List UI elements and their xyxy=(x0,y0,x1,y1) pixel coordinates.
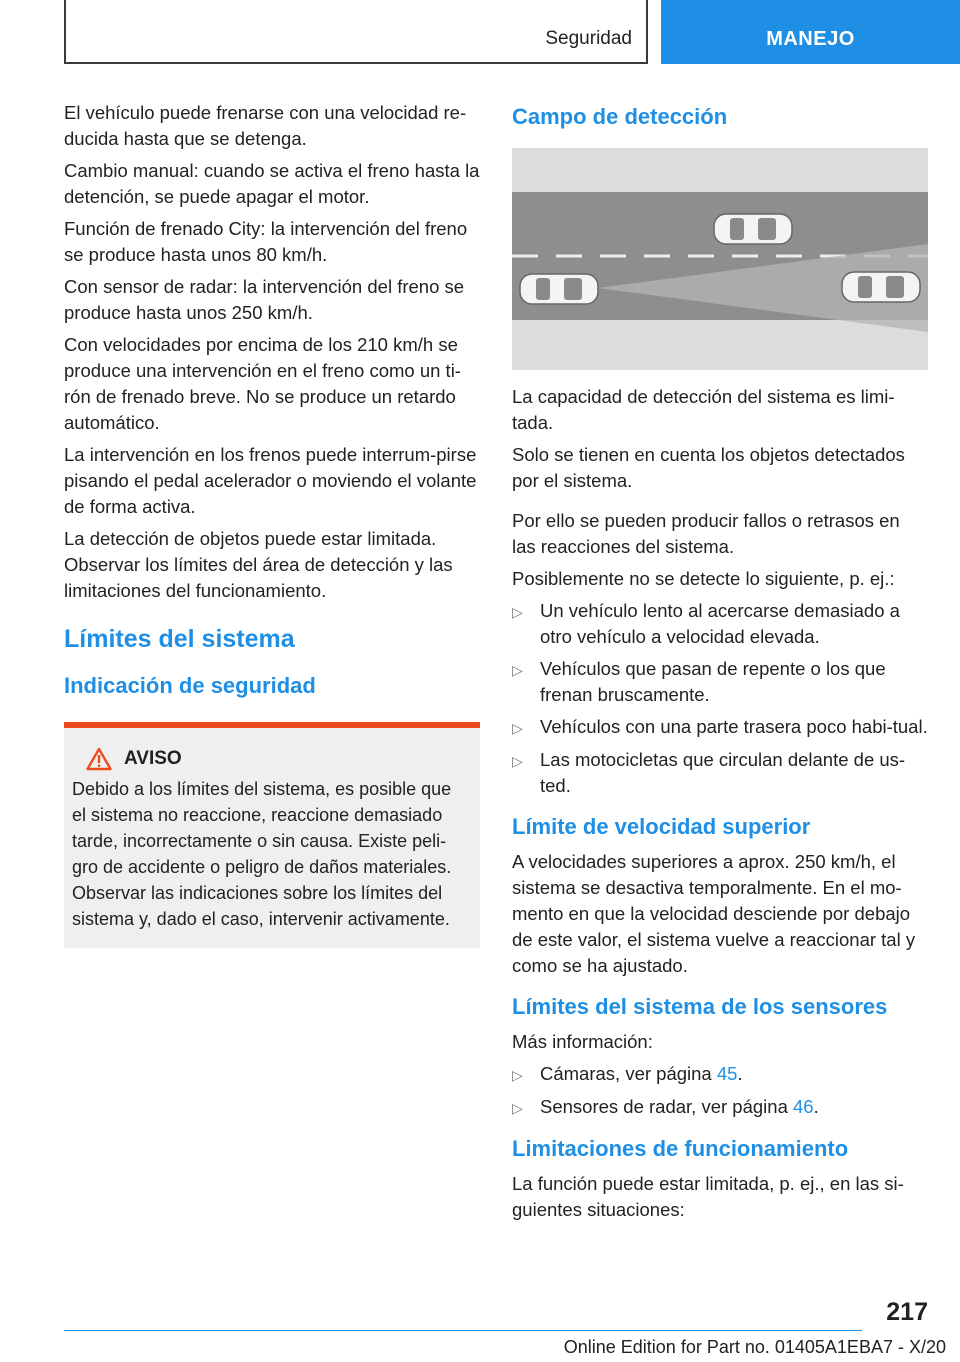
page-link-cameras[interactable]: 45 xyxy=(716,1063,738,1084)
left-column xyxy=(64,100,480,948)
list-item: ▷ Cámaras, ver página 45. xyxy=(512,1061,928,1088)
paragraph: La intervención en los frenos puede interrum-pirse pisando el pedal acelerador o moviendo el volante de forma activa. xyxy=(64,444,477,517)
bullet-triangle-icon: ▷ xyxy=(512,753,523,769)
bullet-triangle-icon: ▷ xyxy=(512,1100,523,1116)
footer-divider xyxy=(64,1330,862,1331)
heading-speed-limit: Límite de velocidad superior xyxy=(512,814,811,839)
bullet-triangle-icon: ▷ xyxy=(512,1067,523,1083)
sensor-references-list xyxy=(512,1061,928,1121)
heading-system-limits: Límites del sistema xyxy=(64,625,295,653)
warning-triangle-icon xyxy=(86,747,112,771)
detection-field-illustration xyxy=(512,148,928,370)
right-column xyxy=(512,100,928,1229)
page-number: 217 xyxy=(886,1298,928,1326)
paragraph: La detección de objetos puede estar limitada. Observar los límites del área de detección y las limitaciones del funcionamiento. xyxy=(64,528,453,601)
list-item: ▷ Vehículos con una parte trasera poco habi-tual. xyxy=(512,714,928,741)
paragraph: Posiblemente no se detecte lo siguiente, p. ej.: xyxy=(512,568,895,589)
page-link-radar[interactable]: 46 xyxy=(793,1096,814,1117)
paragraph: A velocidades superiores a aprox. 250 km/h, el sistema se desactiva temporalmente. En el mo-mento en que la velocidad desciende por debajo de este valor, el sistema vuelve a reaccionar tal y como se ha ajustado. xyxy=(512,851,916,976)
vehicle-other-lane-icon xyxy=(714,214,792,244)
header-box xyxy=(64,0,648,64)
footer-edition: Online Edition for Part no. 01405A1EBA7 - X/20 xyxy=(563,1337,946,1357)
heading-detection-field: Campo de detección xyxy=(512,104,728,129)
warning-title: AVISO xyxy=(124,748,182,769)
warning-text: Debido a los límites del sistema, es posible que el sistema no reaccione, reaccione demasiado tarde, incorrectamente o sin causa. Existe peli-gro de accidente o peligro de daños materiales. Observar las indicaciones sobre los límites del sistema y, dado el caso, intervenir activamente. xyxy=(72,779,452,929)
warning-box xyxy=(64,722,480,948)
paragraph: Función de frenado City: la intervención del freno se produce hasta unos 80 km/h. xyxy=(64,218,468,265)
paragraph: Cambio manual: cuando se activa el freno hasta la detención, se puede apagar el motor. xyxy=(64,160,480,207)
paragraph: Con sensor de radar: la intervención del freno se produce hasta unos 250 km/h. xyxy=(64,276,465,323)
bullet-triangle-icon: ▷ xyxy=(512,720,523,736)
bullet-triangle-icon: ▷ xyxy=(512,662,523,678)
list-item: ▷ Sensores de radar, ver página 46. xyxy=(512,1094,928,1121)
chapter-tab[interactable]: MANEJO xyxy=(661,0,960,64)
paragraph: La función puede estar limitada, p. ej., en las si-guientes situaciones: xyxy=(512,1173,904,1220)
paragraph: Con velocidades por encima de los 210 km/h se produce una intervención en el freno como un ti-rón de frenado breve. No se produce un retardo automático. xyxy=(64,334,461,433)
list-item: ▷ Las motocicletas que circulan delante de us-ted. xyxy=(512,747,928,799)
paragraph: El vehículo puede frenarse con una velocidad re- ducida hasta que se detenga. xyxy=(64,102,467,149)
list-item: ▷ Vehículos que pasan de repente o los que frenan bruscamente. xyxy=(512,656,928,708)
paragraph: Solo se tienen en cuenta los objetos detectados por el sistema. xyxy=(512,444,905,491)
heading-safety-note: Indicación de seguridad xyxy=(64,673,316,698)
detection-limits-list xyxy=(512,598,928,799)
vehicle-ahead-icon xyxy=(842,272,920,302)
section-title: Seguridad xyxy=(545,28,632,49)
heading-function-limitations: Limitaciones de funcionamiento xyxy=(512,1136,849,1161)
bullet-triangle-icon: ▷ xyxy=(512,604,523,620)
paragraph: Más información: xyxy=(512,1031,653,1052)
list-item: ▷ Un vehículo lento al acercarse demasiado a otro vehículo a velocidad elevada. xyxy=(512,598,928,650)
ego-car-icon xyxy=(520,274,598,304)
paragraph: Por ello se pueden producir fallos o retrasos en las reacciones del sistema. xyxy=(512,510,900,557)
heading-sensor-limits: Límites del sistema de los sensores xyxy=(512,994,888,1019)
paragraph: La capacidad de detección del sistema es limi-tada. xyxy=(512,386,895,433)
warning-header xyxy=(72,746,470,772)
